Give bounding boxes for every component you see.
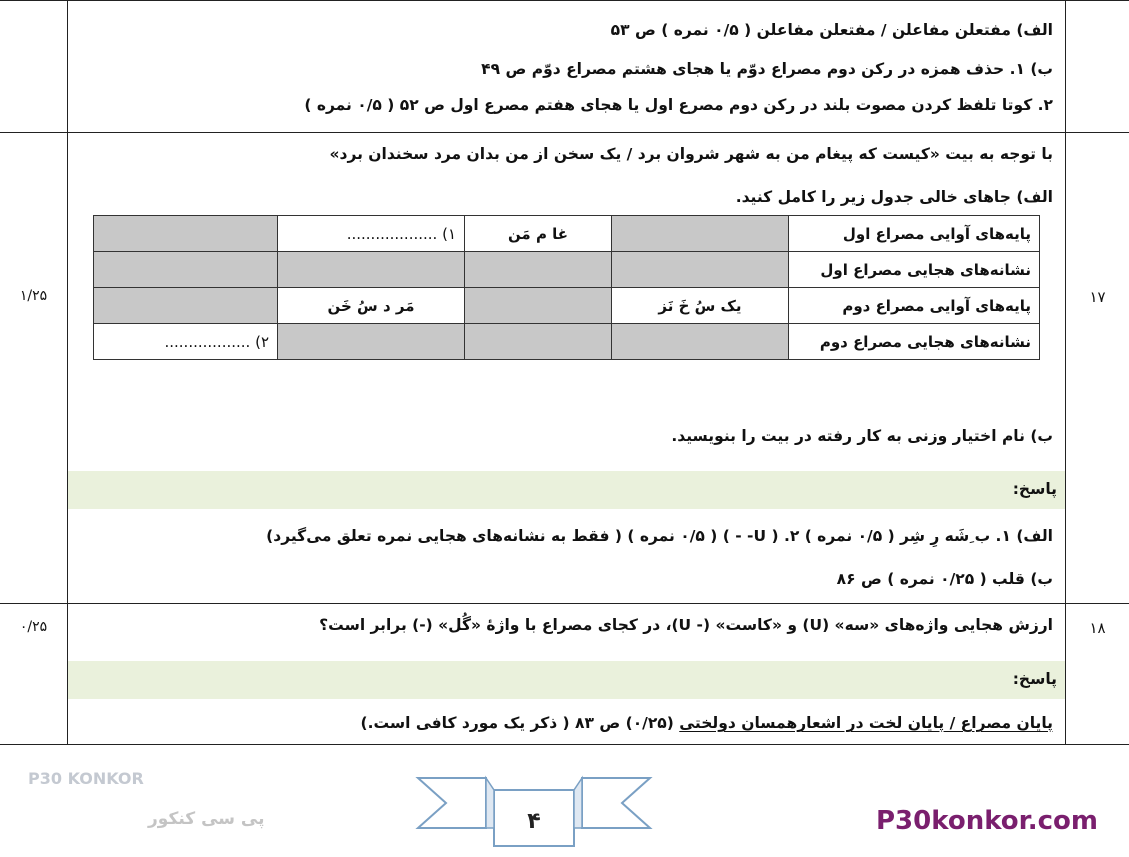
question-score: ۰/۲۵ <box>19 619 48 635</box>
table-cell-shaded <box>94 288 278 324</box>
table-row <box>94 324 1040 360</box>
page-number-ribbon <box>416 770 652 850</box>
question-16-row <box>0 1 1129 133</box>
question-17-row <box>0 133 1129 604</box>
table-cell-shaded <box>94 216 278 252</box>
q17-answer-2: ب) قلب ( ۰/۲۵ نمره ) ص ۸۶ <box>836 570 1053 588</box>
answer-label: پاسخ: <box>1012 480 1057 498</box>
q18-answer <box>360 714 1053 732</box>
question-number: ۱۷ <box>1089 288 1106 306</box>
table-cell-shaded <box>278 324 465 360</box>
q18-question: ارزش هجایی واژه‌های «سه» (U) و «کاست» (- U)، در کجای مصراع با واژۀ «گُل» (-) برابر است؟ <box>319 616 1053 634</box>
question-score: ۱/۲۵ <box>19 288 48 304</box>
q17-part-b: ب) نام اختیار وزنی به کار رفته در بیت را بنویسید. <box>671 427 1053 445</box>
table-cell-shaded <box>465 288 612 324</box>
table-cell-shaded <box>278 252 465 288</box>
p30konkor-logo <box>18 762 265 837</box>
table-cell-shaded <box>612 324 789 360</box>
table-label: نشانه‌های هجایی مصراع دوم <box>789 324 1040 360</box>
table-cell-shaded <box>465 252 612 288</box>
page-number: ۴ <box>527 809 541 834</box>
answer-label: پاسخ: <box>1012 670 1057 688</box>
q16-line-3: ۲. کوتا تلفظ کردن مصوت بلند در رکن دوم مصرع اول یا هجای هفتم مصرع اول ص ۵۲ ( ۰/۵ نمره ) <box>304 96 1053 114</box>
table-cell-shaded <box>612 252 789 288</box>
table-cell-shaded <box>612 216 789 252</box>
q18-answer-rest: (۰/۲۵) ص ۸۳ ( ذکر یک مورد کافی است.) <box>360 714 674 732</box>
table-cell-blank: ۲) .................. <box>94 324 278 360</box>
q18-answer-main: پایان مصراع / پایان لخت در اشعارهمسان دولختی <box>679 714 1053 732</box>
answer-header <box>68 471 1065 509</box>
logo-subtext: پی سی کنکور <box>148 809 265 829</box>
table-cell-shaded <box>94 252 278 288</box>
logo-text: P30 KONKOR <box>28 769 144 788</box>
syllable-table <box>93 215 1040 360</box>
table-row <box>94 288 1040 324</box>
table-cell-blank: ۱) ................... <box>278 216 465 252</box>
table-label: پایه‌های آوایی مصراع اول <box>789 216 1040 252</box>
q17-answer-1: الف) ۱. ب ِشَه رِ شِر ( ۰/۵ نمره ) ۲. ( U- - ) ( ۰/۵ نمره ) ( فقط به نشانه‌های هجایی نمره تعلق می‌گیرد) <box>266 527 1053 545</box>
table-cell: مَر د سُ خَن <box>278 288 465 324</box>
q16-line-1: الف) مفتعلن مفاعلن / مفتعلن مفاعلن ( ۰/۵ نمره ) ص ۵۳ <box>610 21 1053 39</box>
q17-part-a: الف) جاهای خالی جدول زیر را کامل کنید. <box>735 188 1053 206</box>
q16-line-2: ب) ۱. حذف همزه در رکن دوم مصراع دوّم یا هجای هشتم مصراع دوّم ص ۴۹ <box>481 60 1053 78</box>
q17-intro: با توجه به بیت «کیست که پیغام من به شهر شروان برد / یک سخن از من بدان مرد سخندان برد» <box>329 145 1053 163</box>
table-label: پایه‌های آوایی مصراع دوم <box>789 288 1040 324</box>
site-url[interactable]: P30konkor.com <box>876 806 1099 836</box>
table-cell: غا م مَن <box>465 216 612 252</box>
question-18-row <box>0 604 1129 744</box>
table-label: نشانه‌های هجایی مصراع اول <box>789 252 1040 288</box>
table-row <box>94 252 1040 288</box>
table-row <box>94 216 1040 252</box>
table-cell: یک سُ خَ نَز <box>612 288 789 324</box>
table-cell-shaded <box>465 324 612 360</box>
answer-header <box>68 661 1065 699</box>
question-number: ۱۸ <box>1089 619 1106 637</box>
